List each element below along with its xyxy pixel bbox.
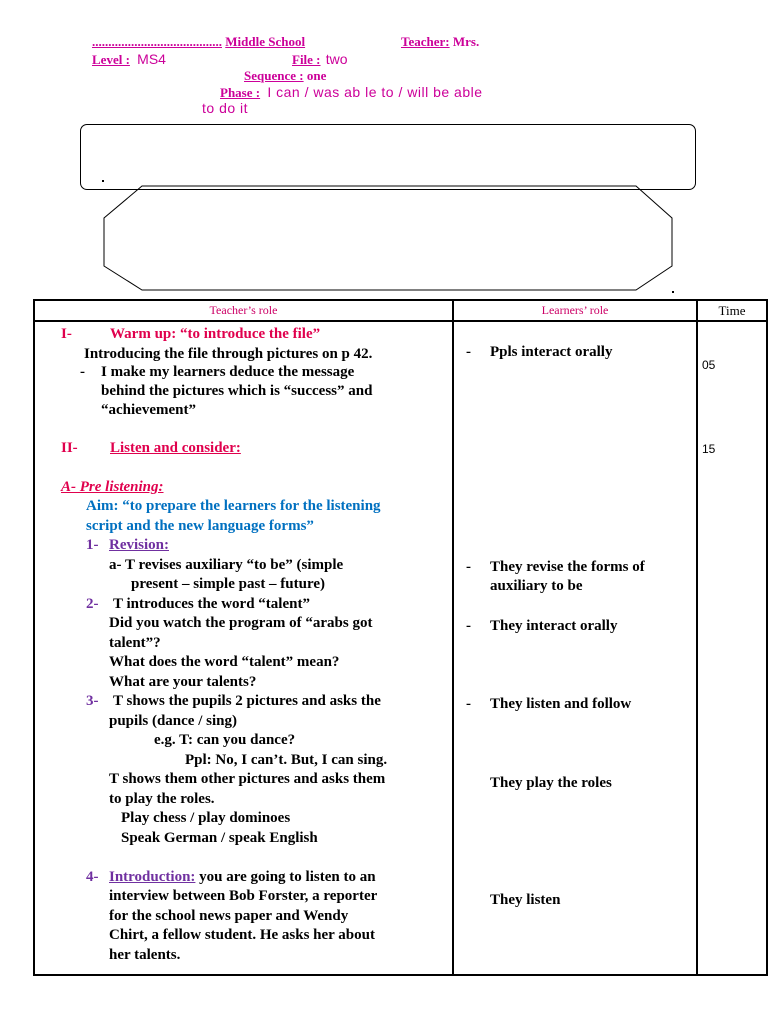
aim-line2: script and the new language forms”	[86, 518, 314, 534]
introduction-num: 4-	[86, 869, 99, 885]
learner-dash-4: -	[466, 696, 471, 712]
example-line2: Ppl: No, I can’t. But, I can sing.	[185, 752, 388, 768]
teacher-role-cell	[34, 321, 453, 975]
learner-item-5: They play the roles	[490, 775, 612, 791]
time-listen: 15	[702, 442, 716, 456]
teacher-role-header: Teacher’s role	[34, 300, 453, 321]
warmup-line3: behind the pictures which is “success” and	[101, 383, 373, 399]
phase-value: I can / was ab le to / will be able	[267, 84, 483, 100]
sequence-value: one	[306, 68, 327, 83]
warmup-line4: “achievement”	[101, 402, 196, 418]
talent-q1: Did you watch the program of “arabs got	[109, 615, 373, 631]
talent-q3: What are your talents?	[109, 674, 257, 690]
file-label: File :	[292, 52, 321, 67]
learner-item-2a: They revise the forms of	[490, 559, 645, 575]
roles-line1: T shows them other pictures and asks them	[109, 771, 386, 787]
learner-item-6: They listen	[490, 892, 561, 908]
pre-listening-title: A- Pre listening:	[61, 479, 164, 495]
octagon-box	[0, 0, 768, 300]
roles-line4: Speak German / speak English	[121, 830, 318, 846]
introduction-line3: for the school news paper and Wendy	[109, 908, 349, 924]
listen-num: II-	[61, 440, 78, 456]
roles-line2: to play the roles.	[109, 791, 215, 807]
teacher-value: Mrs.	[452, 34, 480, 49]
level-label: Level :	[92, 52, 130, 67]
pictures-line1: T shows the pupils 2 pictures and asks the	[113, 693, 381, 709]
teacher-label: Teacher:	[401, 34, 450, 49]
introduction-line1: you are going to listen to an	[195, 869, 376, 885]
learner-dash-1: -	[466, 344, 471, 360]
talent-q2: What does the word “talent” mean?	[109, 654, 340, 670]
pictures-line2: pupils (dance / sing)	[109, 713, 237, 729]
time-warmup: 05	[702, 358, 716, 372]
sequence-label: Sequence :	[244, 68, 304, 83]
introduction-title: Introduction:	[109, 869, 196, 885]
learner-item-1: Ppls interact orally	[490, 344, 613, 360]
learners-role-cell	[453, 321, 697, 975]
introduction-line5: her talents.	[109, 947, 181, 963]
file-value: two	[325, 51, 348, 67]
revision-a2: present – simple past – future)	[131, 576, 326, 592]
introduction-line2: interview between Bob Forster, a reporter	[109, 888, 378, 904]
revision-num: 1-	[86, 537, 99, 553]
lesson-plan-table	[33, 299, 768, 976]
learners-role-header: Learners’ role	[453, 300, 697, 321]
aim-line1: Aim: “to prepare the learners for the listening	[86, 498, 381, 514]
roles-line3: Play chess / play dominoes	[121, 810, 291, 826]
warmup-num: I-	[61, 326, 72, 342]
school-name: Middle School	[225, 34, 306, 49]
learner-dash-3: -	[466, 618, 471, 634]
warmup-line1: Introducing the file through pictures on p 42.	[84, 346, 373, 362]
introduction-line4: Chirt, a fellow student. He asks her about	[109, 927, 375, 943]
phase-label: Phase :	[220, 85, 261, 100]
warmup-dash: -	[80, 364, 85, 380]
school-dots: ........................................	[92, 34, 222, 49]
talent-num: 2-	[86, 596, 99, 612]
learner-item-4: They listen and follow	[490, 696, 632, 712]
warmup-title: Warm up: “to introduce the file”	[110, 326, 321, 342]
time-cell	[697, 321, 767, 975]
example-line1: e.g. T: can you dance?	[154, 732, 296, 748]
phase-value-cont: to do it	[202, 100, 249, 116]
revision-a: a- T revises auxiliary “to be” (simple	[109, 557, 344, 573]
level-value: MS4	[137, 51, 166, 67]
learner-item-3: They interact orally	[490, 618, 618, 634]
listen-title: Listen and consider:	[110, 440, 241, 456]
time-header: Time	[697, 300, 767, 321]
learner-dash-2: -	[466, 559, 471, 575]
pictures-num: 3-	[86, 693, 99, 709]
talent-line1: T introduces the word “talent”	[113, 596, 310, 612]
warmup-line2: I make my learners deduce the message	[101, 364, 355, 380]
revision-title: Revision:	[109, 537, 169, 553]
introduction-line	[109, 869, 376, 886]
learner-item-2b: auxiliary to be	[490, 578, 583, 594]
talent-q1b: talent”?	[109, 635, 161, 651]
